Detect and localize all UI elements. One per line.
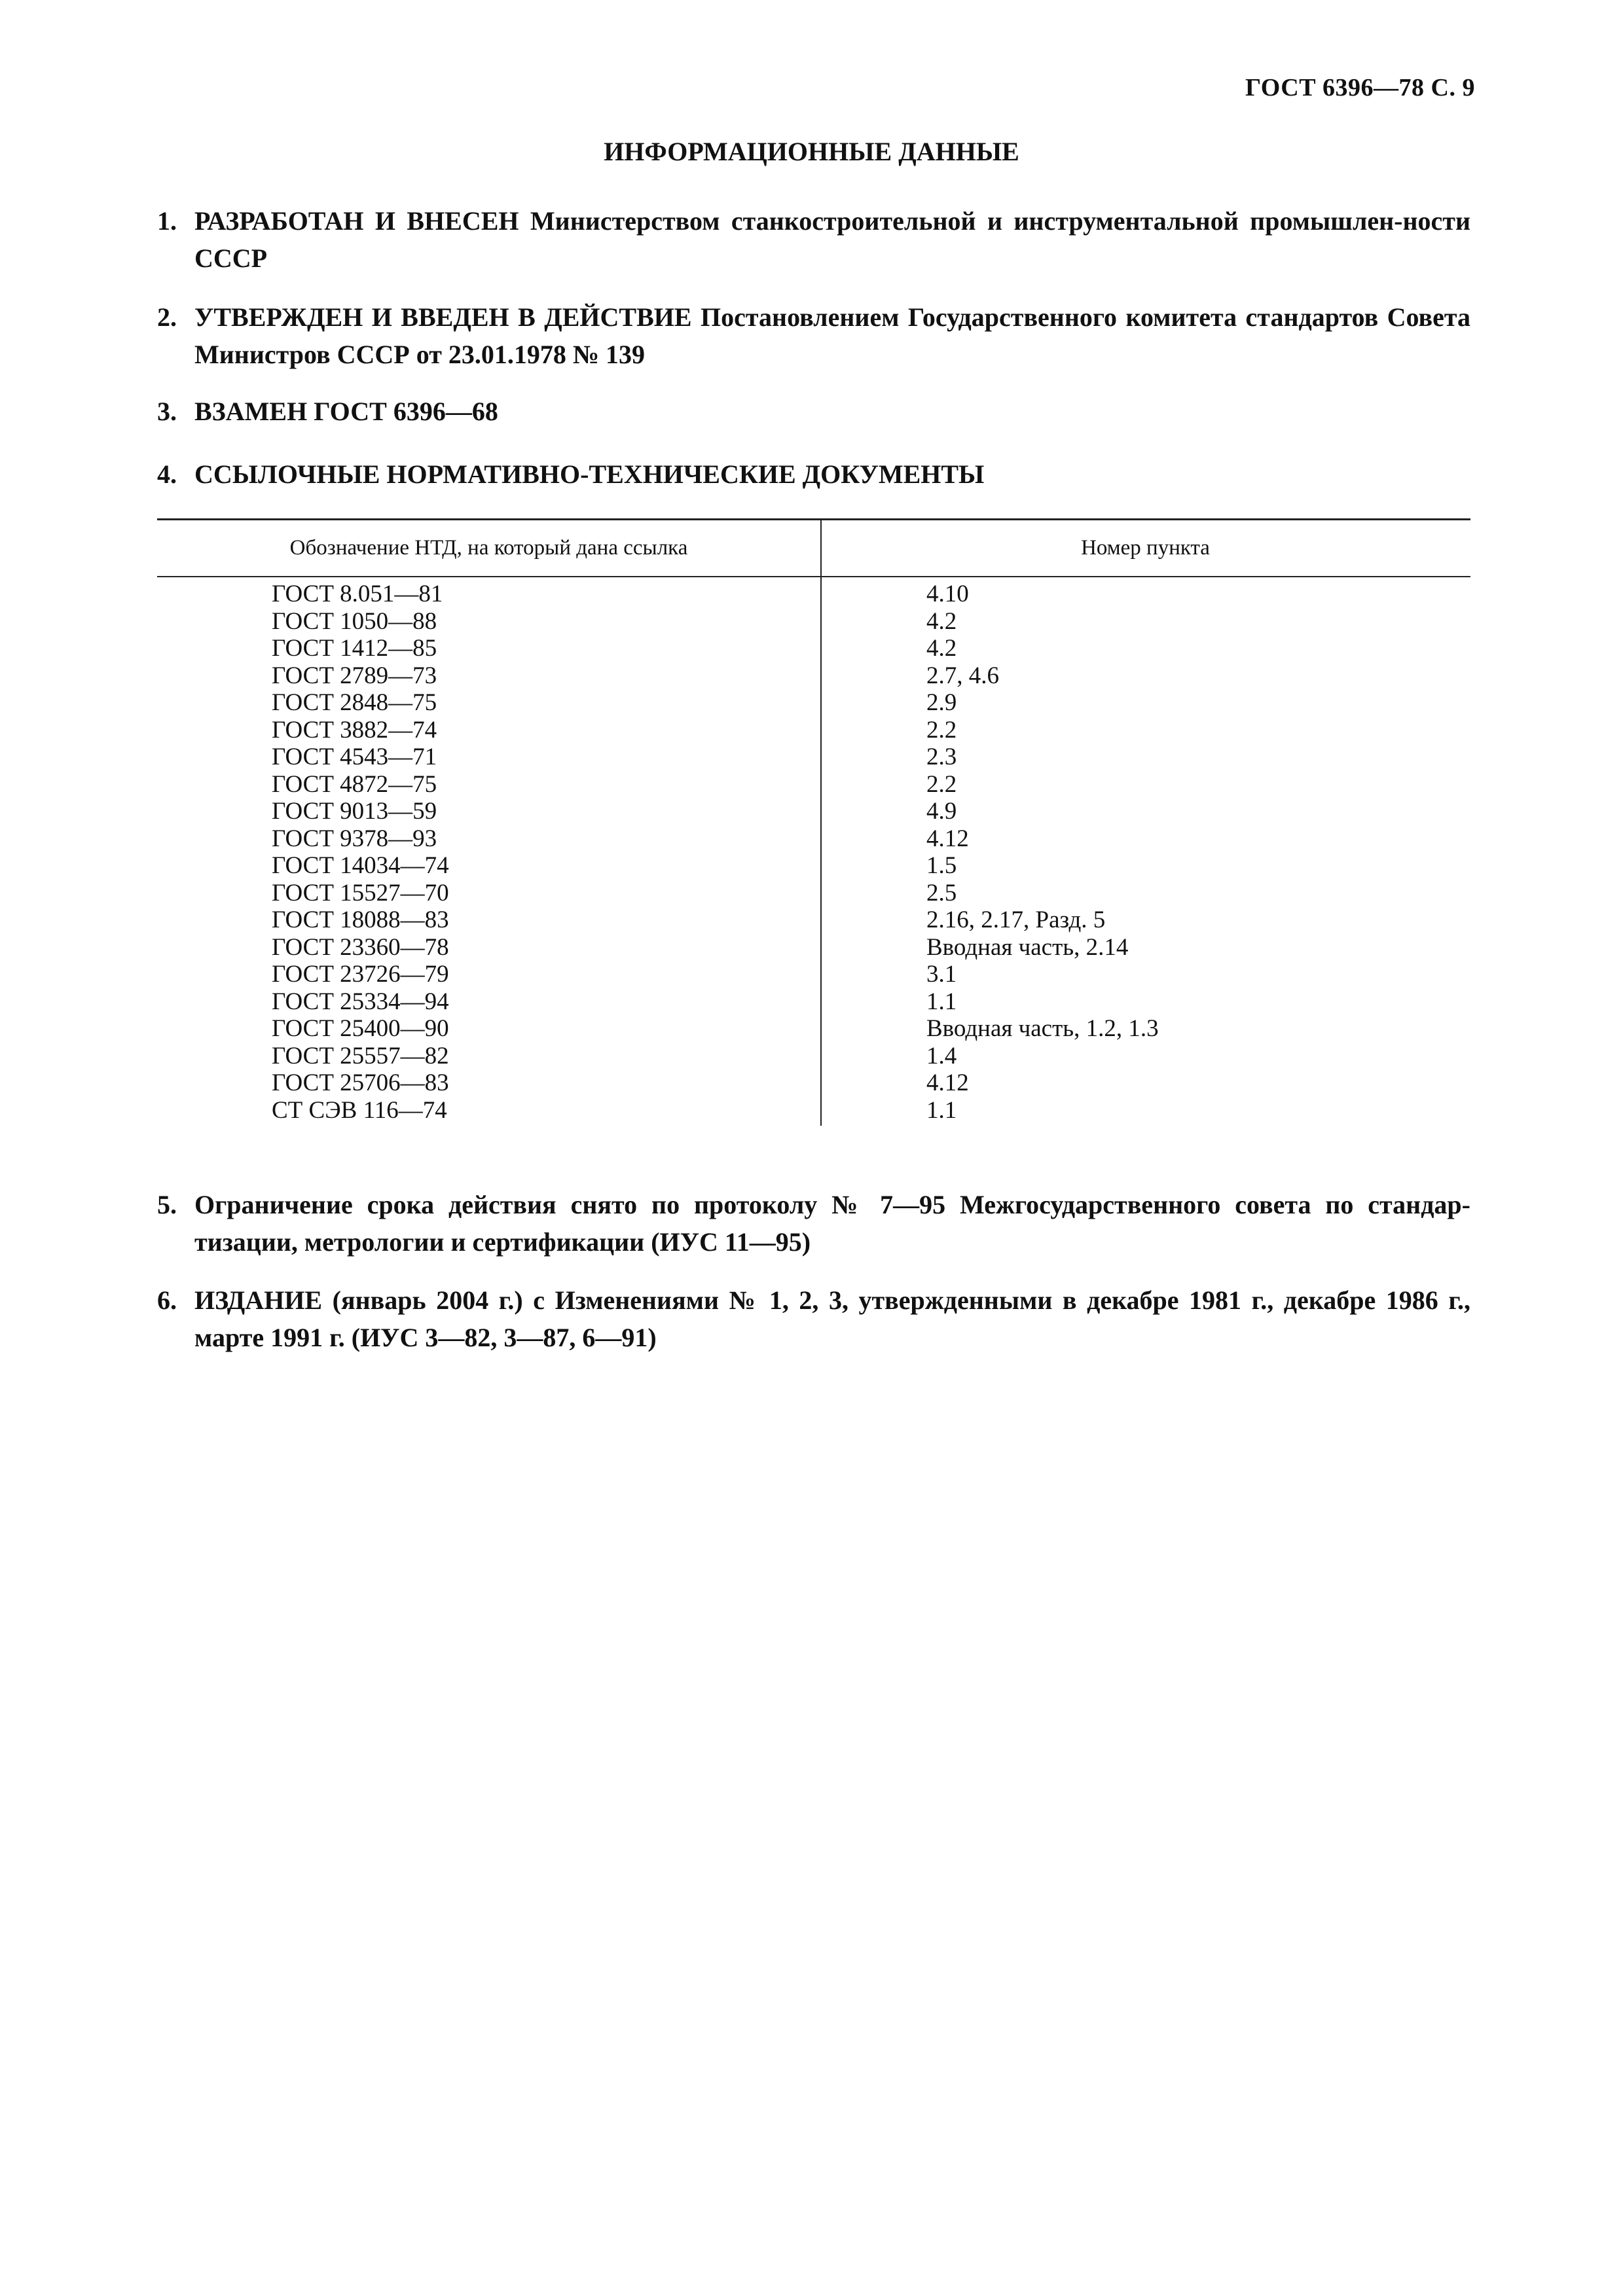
table-row <box>157 798 1470 825</box>
item-text <box>157 393 1470 430</box>
document-designation: ГОСТ 18088—83 <box>272 906 449 933</box>
info-item-3 <box>157 393 1470 430</box>
document-designation: ГОСТ 8.051—81 <box>272 581 443 607</box>
table-row <box>157 744 1470 771</box>
clause-number: 1.5 <box>926 852 957 879</box>
table-row <box>157 1015 1470 1043</box>
table-row <box>157 825 1470 853</box>
clause-number: 2.3 <box>926 744 957 770</box>
table-row <box>157 852 1470 880</box>
clause-number: 4.2 <box>926 635 957 662</box>
document-designation: ГОСТ 2848—75 <box>272 689 437 716</box>
item-body: Постановлением Государственного комитета стандартов Совета Министров СССР от 23.01.1978 № 139 <box>194 302 1470 369</box>
table-row <box>157 1069 1470 1097</box>
document-designation: ГОСТ 15527—70 <box>272 879 449 906</box>
clause-number: Вводная часть, 1.2, 1.3 <box>926 1015 1159 1042</box>
item-lead: РАЗРАБОТАН И ВНЕСЕН <box>194 206 519 236</box>
clause-number: 2.16, 2.17, Разд. 5 <box>926 906 1106 933</box>
table-row <box>157 880 1470 907</box>
clause-number: 2.9 <box>926 689 957 716</box>
clause-number: 1.4 <box>926 1042 957 1069</box>
item-number: 2. <box>157 302 177 332</box>
clause-number: 3.1 <box>926 961 957 988</box>
table-row <box>157 988 1470 1016</box>
document-designation: ГОСТ 14034—74 <box>272 852 449 879</box>
table-body <box>157 581 1470 1124</box>
table-row <box>157 771 1470 798</box>
item-lead: ССЫЛОЧНЫЕ НОРМАТИВНО-ТЕХНИЧЕСКИЕ ДОКУМЕНТЫ <box>194 459 985 489</box>
info-item-1 <box>157 202 1470 277</box>
document-designation: ГОСТ 25400—90 <box>272 1015 449 1042</box>
table-row <box>157 635 1470 662</box>
table-row <box>157 1097 1470 1124</box>
section-title: ИНФОРМАЦИОННЫЕ ДАННЫЕ <box>604 137 1019 166</box>
table-row <box>157 934 1470 961</box>
item-text <box>157 202 1470 277</box>
item-number: 1. <box>157 206 177 236</box>
item-number: 4. <box>157 459 177 489</box>
clause-number: 2.2 <box>926 770 957 798</box>
clause-number: Вводная часть, 2.14 <box>926 933 1129 961</box>
clause-number: 2.2 <box>926 716 957 744</box>
info-item-4 <box>157 456 1470 493</box>
item-number: 6. <box>157 1285 177 1315</box>
reference-table <box>157 518 1470 1129</box>
item-lead: ВЗАМЕН ГОСТ 6396—68 <box>194 397 498 426</box>
document-designation: ГОСТ 9378—93 <box>272 825 437 852</box>
table-row <box>157 717 1470 744</box>
table-header <box>157 520 1470 577</box>
document-designation: ГОСТ 4872—75 <box>272 770 437 798</box>
clause-number: 4.12 <box>926 1069 969 1096</box>
document-designation: ГОСТ 23726—79 <box>272 961 449 988</box>
table-row <box>157 906 1470 934</box>
clause-number: 4.9 <box>926 798 957 825</box>
table-row <box>157 581 1470 608</box>
info-item-6 <box>157 1282 1470 1356</box>
document-designation: ГОСТ 1412—85 <box>272 635 437 662</box>
table-row <box>157 961 1470 988</box>
item-number: 3. <box>157 397 177 426</box>
clause-number: 1.1 <box>926 988 957 1015</box>
item-text: Ограничение срока действия снято по протоколу № 7—95 Межгосударственного совета по стандар-тизации, метрологии и сертификации (ИУС 11—95) <box>194 1190 1470 1257</box>
document-designation: ГОСТ 4543—71 <box>272 744 437 770</box>
document-designation: ГОСТ 2789—73 <box>272 662 437 689</box>
item-text <box>157 298 1470 373</box>
clause-number: 4.10 <box>926 581 969 607</box>
page-header: ГОСТ 6396—78 С. 9 <box>1245 74 1475 101</box>
column-header-clause: Номер пункта <box>1081 536 1210 560</box>
table-row <box>157 608 1470 636</box>
document-designation: ГОСТ 9013—59 <box>272 798 437 825</box>
clause-number: 2.7, 4.6 <box>926 662 999 689</box>
clause-number: 4.2 <box>926 607 957 635</box>
item-number: 5. <box>157 1190 177 1219</box>
item-text <box>157 456 1470 493</box>
table-row <box>157 662 1470 690</box>
document-designation: ГОСТ 25334—94 <box>272 988 449 1015</box>
clause-number: 4.12 <box>926 825 969 852</box>
info-item-2 <box>157 298 1470 373</box>
document-designation: СТ СЭВ 116—74 <box>272 1096 447 1124</box>
info-item-5 <box>157 1186 1470 1261</box>
item-body: Министерством станкостроительной и инструментальной промышлен-ности СССР <box>194 206 1471 273</box>
column-header-document: Обозначение НТД, на который дана ссылка <box>289 536 688 560</box>
document-designation: ГОСТ 25706—83 <box>272 1069 449 1096</box>
item-text: ИЗДАНИЕ (январь 2004 г.) с Изменениями № 1, 2, 3, утвержденными в декабре 1981 г., декабре 1986 г., марте 1991 г. (ИУС 3—82, 3—87, 6—91) <box>194 1285 1470 1352</box>
document-designation: ГОСТ 1050—88 <box>272 607 437 635</box>
clause-number: 1.1 <box>926 1096 957 1124</box>
table-row <box>157 689 1470 717</box>
clause-number: 2.5 <box>926 879 957 906</box>
item-lead: УТВЕРЖДЕН И ВВЕДЕН В ДЕЙСТВИЕ <box>194 302 692 332</box>
document-designation: ГОСТ 23360—78 <box>272 933 449 961</box>
document-designation: ГОСТ 3882—74 <box>272 716 437 744</box>
document-designation: ГОСТ 25557—82 <box>272 1042 449 1069</box>
table-row <box>157 1043 1470 1070</box>
